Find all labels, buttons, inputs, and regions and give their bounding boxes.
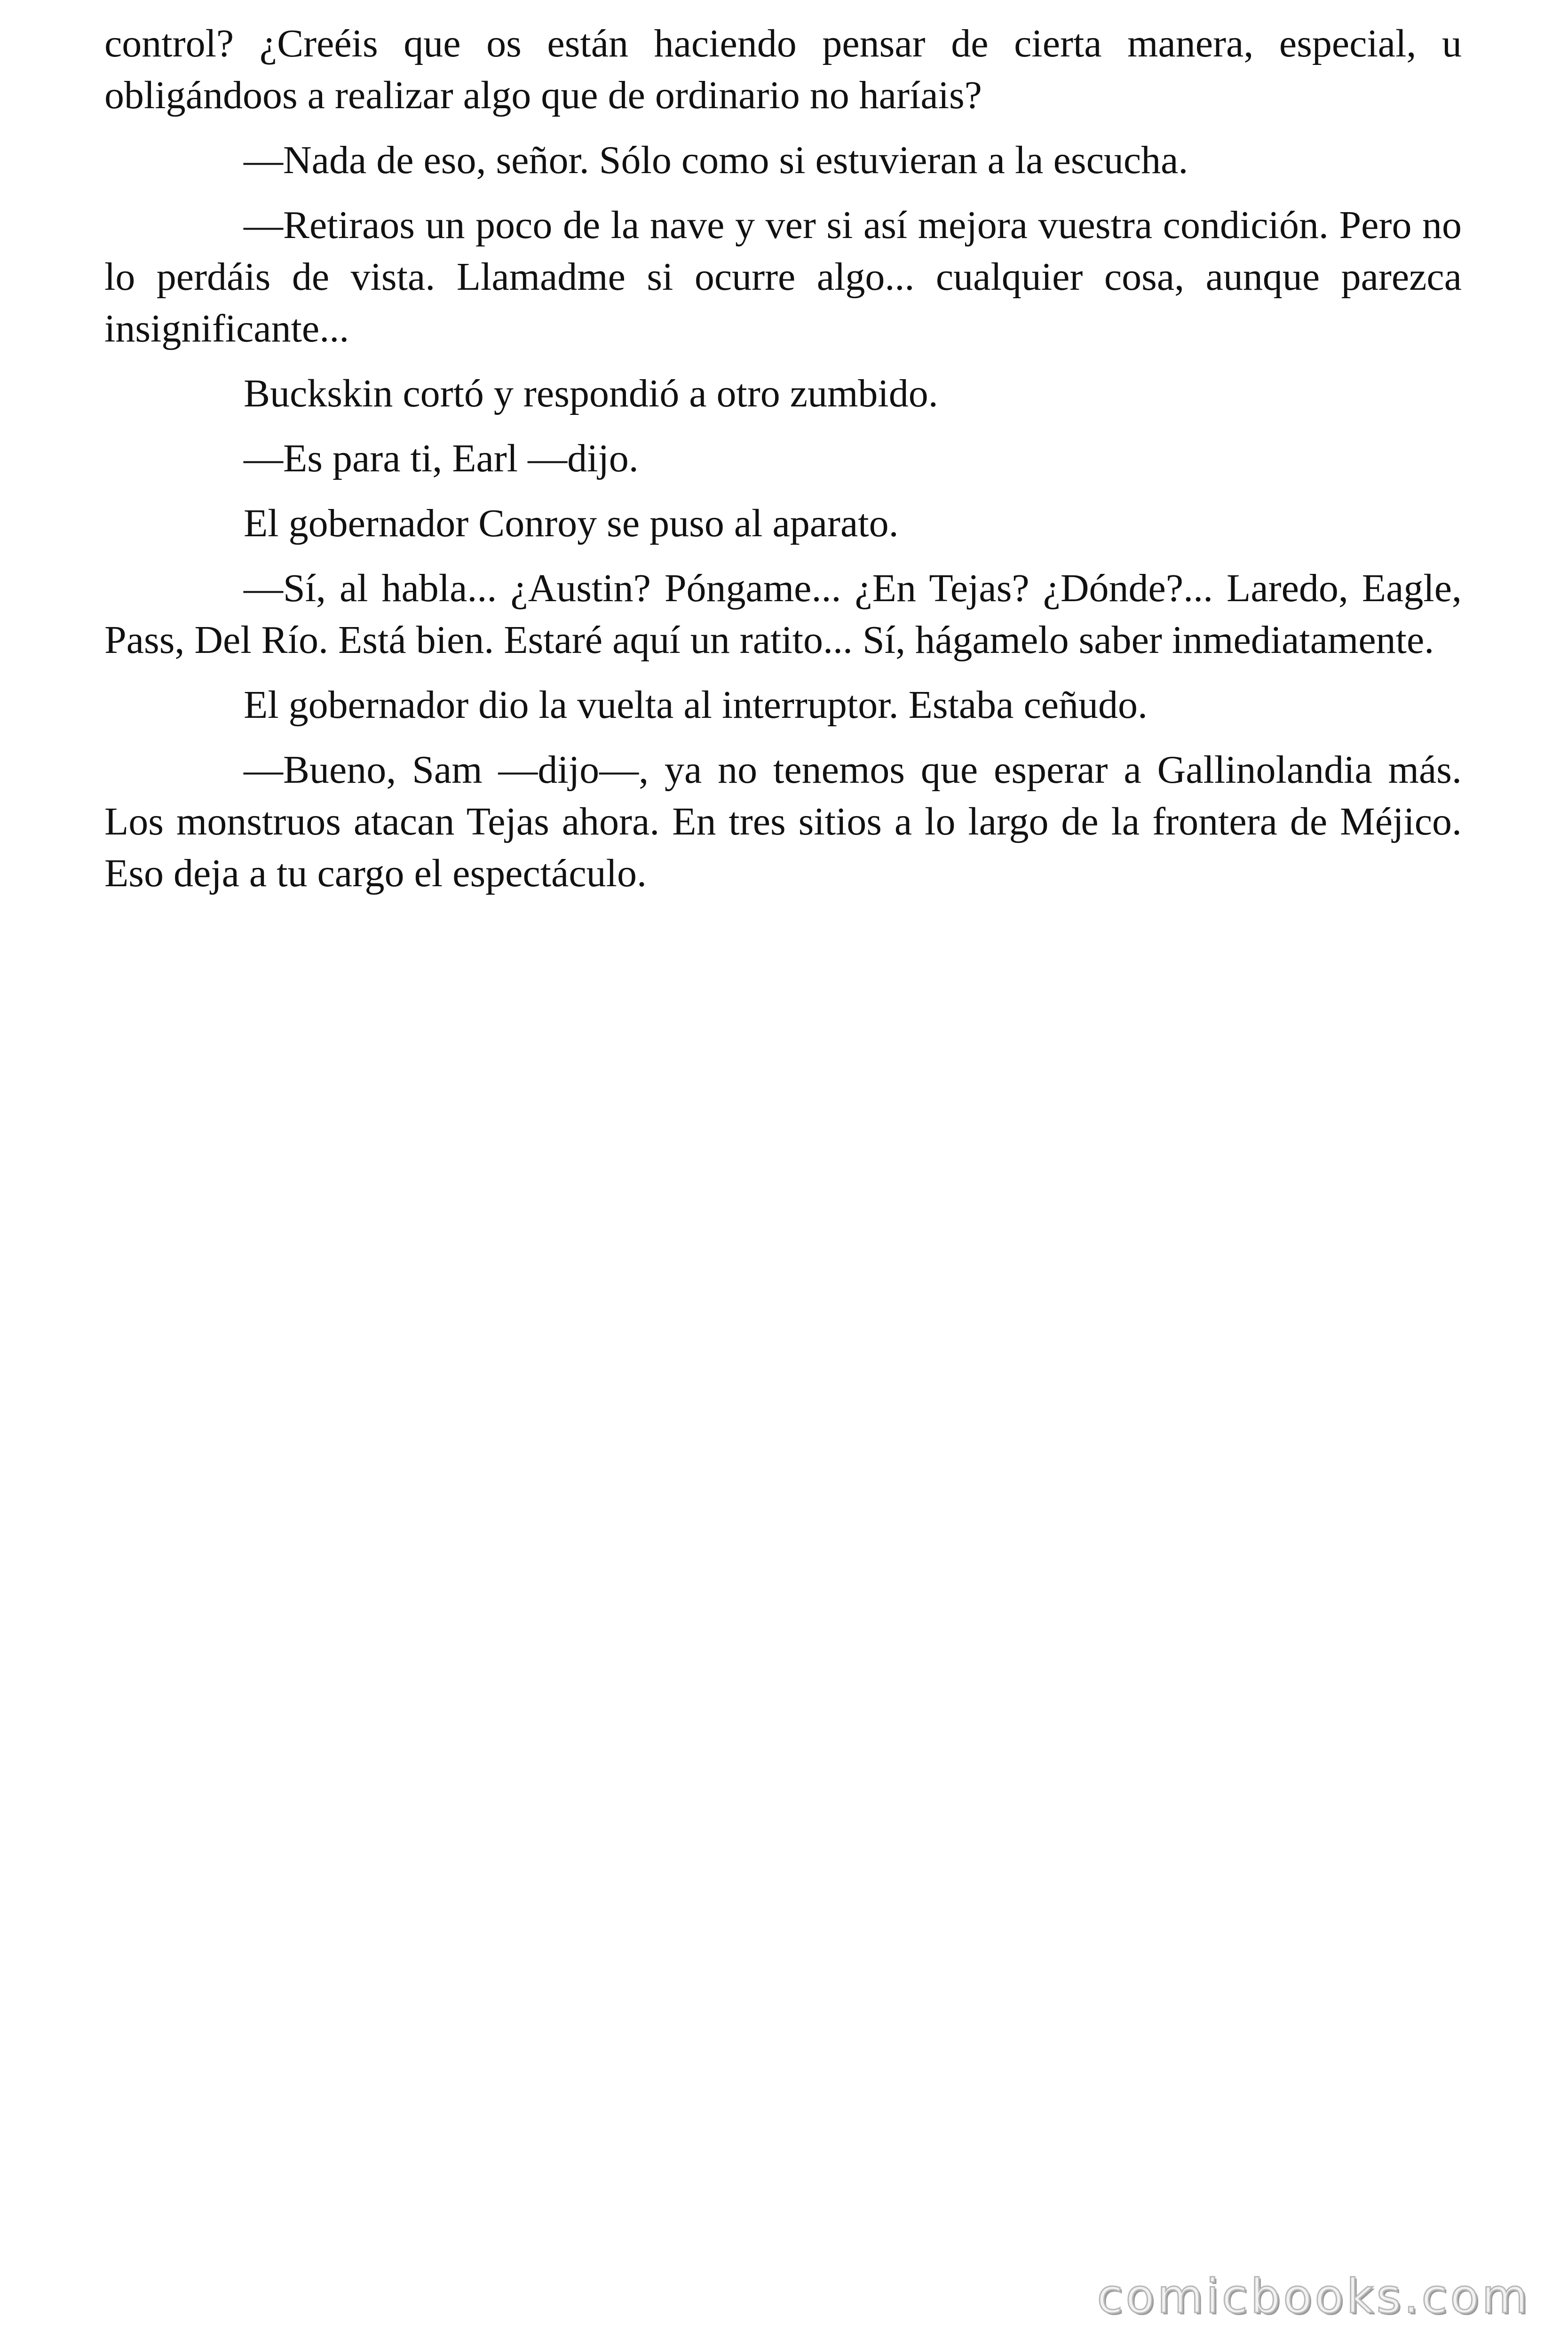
- paragraph-3: —Retiraos un poco de la nave y ver si así mejora vuestra condición. Pero no lo perdáis de vista. Llamadme si ocurre algo... cualquier cosa, aunque parezca insignificante...: [104, 203, 1462, 350]
- paragraph-7: —Sí, al habla... ¿Austin? Póngame... ¿En Tejas? ¿Dónde?... Laredo, Eagle, Pass, Del Río. Está bien. Estaré aquí un ratito... Sí, hágamelo saber inmediatamente.: [104, 566, 1462, 662]
- watermark-logo: comicbooks.com: [1097, 2269, 1530, 2324]
- page-text: [104, 18, 1462, 913]
- paragraph-4: Buckskin cortó y respondió a otro zumbido.: [244, 372, 938, 415]
- paragraph-2: —Nada de eso, señor. Sólo como si estuvieran a la escucha.: [244, 138, 1188, 182]
- paragraph-1: control? ¿Creéis que os están haciendo pensar de cierta manera, especial, u obligándoos a realizar algo que de ordinario no haríais?: [104, 22, 1462, 117]
- paragraph-5: —Es para ti, Earl —dijo.: [244, 437, 639, 480]
- paragraph-6: El gobernador Conroy se puso al aparato.: [244, 501, 899, 545]
- paragraph-8: El gobernador dio la vuelta al interruptor. Estaba ceñudo.: [244, 683, 1148, 727]
- paragraph-9: —Bueno, Sam —dijo—, ya no tenemos que esperar a Gallinolandia más. Los monstruos atacan Tejas ahora. En tres sitios a lo largo de la frontera de Méjico. Eso deja a tu cargo el espectáculo.: [104, 748, 1462, 895]
